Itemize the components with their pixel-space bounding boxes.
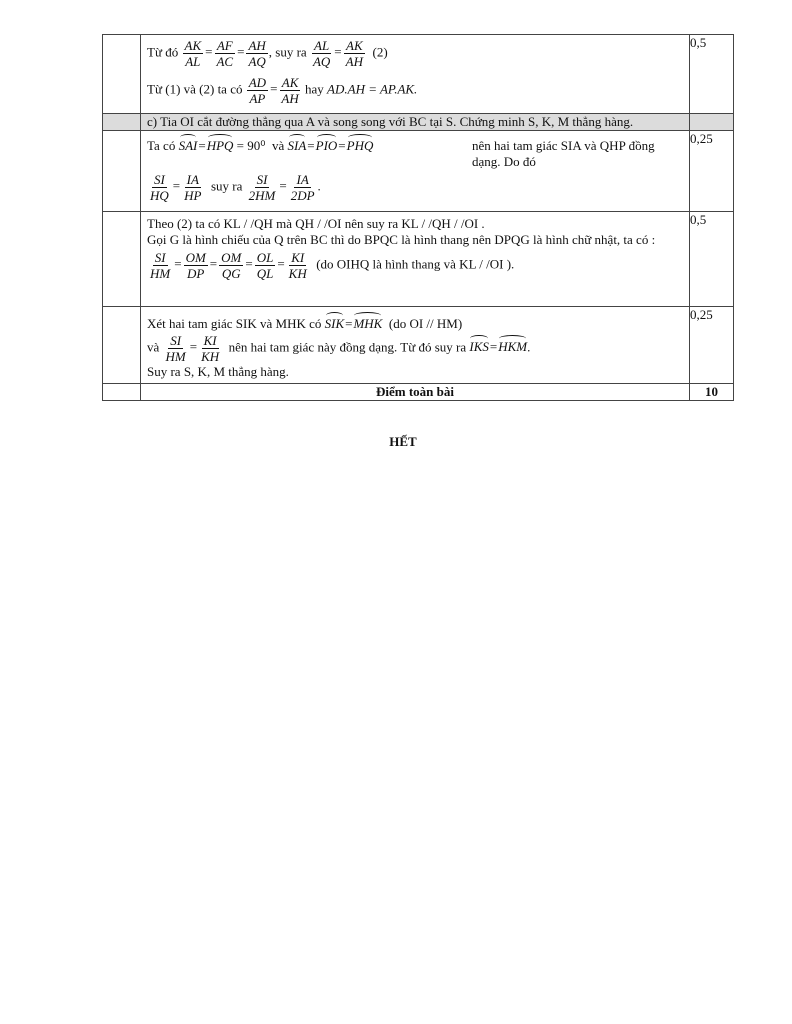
fraction: $\frac{SI}{2HM}$ xyxy=(248,172,276,203)
angle-mark: SIK xyxy=(325,313,345,332)
fraction: $\frac{SI}{HM}$ xyxy=(165,333,186,364)
angle-mark: HPQ xyxy=(207,135,234,154)
fraction: $\frac{KI}{KH}$ xyxy=(288,250,307,281)
total-label: Điểm toàn bài xyxy=(141,384,690,401)
fraction: $\frac{OM}{QG}$ xyxy=(221,250,242,281)
part-heading: c) Tia OI cắt đường thẳng qua A và song song với BC tại S. Chứng minh S, K, M thẳng hàng. xyxy=(141,114,690,131)
equation-line: $\frac{SI}{HM}$ = $\frac{OM}{DP}$ = $\frac{OM}{QG}$ = $\frac{OL}{QL}$ = $\frac{KI}{KH}$ (do OIHQ là hình thang và KL / /OI ). xyxy=(150,250,515,281)
fraction: $\frac{AD}{AP}$ xyxy=(248,75,267,106)
fraction: $\frac{KI}{KH}$ xyxy=(201,333,220,364)
solution-cell: Theo (2) ta có KL / /QH mà QH / /OI nên suy ra KL / /QH / /OI . Gọi G là hình chiếu của Q trên BC thì do BPQC là hình thang nên DPQG là hình chữ nhật, ta có : $\frac{SI}{HM}$ = $\frac{OM}{DP}$ = $\frac{OM}{QG}$ = $\frac{OL}{QL}$ = $\frac{KI}{KH}$ (do OIHQ là hình thang và KL / /OI ). xyxy=(141,212,690,307)
solution-cell: Xét hai tam giác SIK và MHK có SIK=MHK (do OI // HM) và $\frac{SI}{HM}$ = $\frac{KI}{KH}$ nên hai tam giác này đồng dạng. Từ đó suy ra IKS=HKM. Suy ra S, K, M thẳng hàng. xyxy=(141,307,690,384)
score-cell: 0,5 xyxy=(690,212,734,307)
fraction: $\frac{AK}{AH}$ xyxy=(345,38,363,69)
table-row xyxy=(103,212,734,307)
fraction: $\frac{AL}{AQ}$ xyxy=(312,38,331,69)
angle-mark: MHK xyxy=(353,313,382,332)
fraction: $\frac{AK}{AL}$ xyxy=(184,38,202,69)
fraction: $\frac{OM}{DP}$ xyxy=(185,250,206,281)
fraction: $\frac{AF}{AC}$ xyxy=(216,38,234,69)
table-row xyxy=(103,307,734,384)
angle-mark: SIA xyxy=(288,135,307,154)
angle-mark: PIO xyxy=(316,135,338,154)
table-row xyxy=(103,114,734,131)
fraction: $\frac{IA}{2DP}$ xyxy=(290,172,315,203)
score-cell: 0,5 xyxy=(690,35,734,114)
total-row xyxy=(103,384,734,401)
end-marker: HẾT xyxy=(389,434,417,449)
fraction: $\frac{SI}{HQ}$ xyxy=(150,172,169,203)
fraction: $\frac{SI}{HM}$ xyxy=(150,250,171,281)
total-value: 10 xyxy=(690,384,734,401)
fraction: $\frac{AK}{AH}$ xyxy=(281,75,299,106)
equation-line: $\frac{SI}{HQ}$ = $\frac{IA}{HP}$ suy ra $\frac{SI}{2HM}$ = $\frac{IA}{2DP}$ . xyxy=(150,172,321,203)
angle-mark: PHQ xyxy=(347,135,374,154)
score-cell: 0,25 xyxy=(690,131,734,212)
angle-mark: SAI xyxy=(179,135,198,154)
table-row xyxy=(103,35,734,114)
solution-cell: Ta có SAI=HPQ = 90⁰ và SIA=PIO=PHQ nên hai tam giác SIA và QHP đồng dạng. Do đó $\frac{SI}{HQ}$ = $\frac{IA}{HP}$ suy ra $\frac{SI}{2HM}$ = $\frac{IA}{2DP}$ . xyxy=(141,131,690,212)
angle-line: Ta có SAI=HPQ = 90⁰ và SIA=PIO=PHQ xyxy=(147,135,683,154)
fraction: $\frac{IA}{HP}$ xyxy=(184,172,202,203)
table-row xyxy=(103,131,734,212)
score-cell: 0,25 xyxy=(690,307,734,384)
angle-mark: HKM xyxy=(498,336,527,355)
marking-scheme-table xyxy=(102,34,734,401)
angle-mark: IKS xyxy=(469,336,489,355)
solution-cell xyxy=(141,35,690,114)
equation-line: Từ đó $\frac{AK}{AL}$ = $\frac{AF}{AC}$ = $\frac{AH}{AQ}$ , suy ra $\frac{AL}{AQ}$ = $\frac{AK}{AH}$ (2) xyxy=(147,38,388,69)
equation-line: và $\frac{SI}{HM}$ = $\frac{KI}{KH}$ nên hai tam giác này đồng dạng. Từ đó suy ra IKS=HKM. xyxy=(147,333,531,364)
angle-line: Xét hai tam giác SIK và MHK có SIK=MHK (do OI // HM) xyxy=(147,313,683,332)
fraction: $\frac{AH}{AQ}$ xyxy=(248,38,266,69)
equation-line: Từ (1) và (2) ta có $\frac{AD}{AP}$ = $\frac{AK}{AH}$ hay AD.AH = AP.AK. xyxy=(147,75,418,106)
fraction: $\frac{OL}{QL}$ xyxy=(256,250,274,281)
